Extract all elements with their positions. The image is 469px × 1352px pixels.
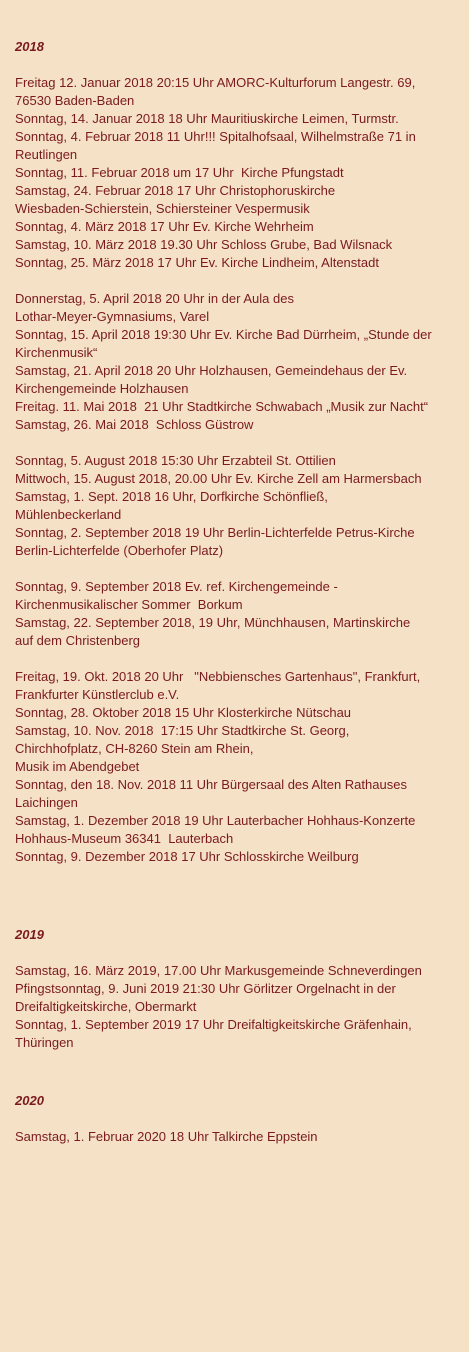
event-line: Samstag, 16. März 2019, 17.00 Uhr Markusgemeinde Schneverdingen bbox=[15, 963, 422, 978]
event-line: Sonntag, 11. Februar 2018 um 17 Uhr Kirche Pfungstadt bbox=[15, 165, 344, 180]
event-group bbox=[15, 962, 455, 1052]
event-line: Sonntag, 4. März 2018 17 Uhr Ev. Kirche Wehrheim bbox=[15, 219, 314, 234]
event-line: Sonntag, 4. Februar 2018 11 Uhr!!! Spitalhofsaal, Wilhelmstraße 71 in bbox=[15, 129, 416, 144]
event-line: Dreifaltigkeitskirche, Obermarkt bbox=[15, 999, 197, 1014]
event-group bbox=[15, 578, 455, 650]
event-line: Sonntag, 25. März 2018 17 Uhr Ev. Kirche Lindheim, Altenstadt bbox=[15, 255, 379, 270]
event-line: Samstag, 26. Mai 2018 Schloss Güstrow bbox=[15, 417, 254, 432]
event-line: Samstag, 1. Sept. 2018 16 Uhr, Dorfkirche Schönfließ, bbox=[15, 489, 328, 504]
event-line: Berlin-Lichterfelde (Oberhofer Platz) bbox=[15, 543, 224, 558]
event-line: Mühlenbeckerland bbox=[15, 507, 122, 522]
event-line: Kirchenmusikalischer Sommer Borkum bbox=[15, 597, 243, 612]
event-line: Samstag, 10. Nov. 2018 17:15 Uhr Stadtkirche St. Georg, bbox=[15, 723, 350, 738]
event-line: Lothar-Meyer-Gymnasiums, Varel bbox=[15, 309, 210, 324]
event-group bbox=[15, 1128, 455, 1146]
event-line: Chirchhofplatz, CH-8260 Stein am Rhein, bbox=[15, 741, 254, 756]
year-heading: 2020 bbox=[15, 1093, 44, 1108]
event-line: Sonntag, 2. September 2018 19 Uhr Berlin-Lichterfelde Petrus-Kirche bbox=[15, 525, 415, 540]
event-line: Musik im Abendgebet bbox=[15, 759, 140, 774]
event-line: Laichingen bbox=[15, 795, 78, 810]
year-section-2020 bbox=[15, 1092, 455, 1146]
event-line: Donnerstag, 5. April 2018 20 Uhr in der Aula des bbox=[15, 291, 294, 306]
event-line: Mittwoch, 15. August 2018, 20.00 Uhr Ev. Kirche Zell am Harmersbach bbox=[15, 471, 422, 486]
concert-list bbox=[15, 38, 455, 1146]
event-line: Freitag 12. Januar 2018 20:15 Uhr AMORC-Kulturforum Langestr. 69, bbox=[15, 75, 416, 90]
event-group bbox=[15, 452, 455, 560]
event-line: Sonntag, 9. September 2018 Ev. ref. Kirchengemeinde - bbox=[15, 579, 338, 594]
event-group bbox=[15, 74, 455, 272]
event-line: Kirchengemeinde Holzhausen bbox=[15, 381, 189, 396]
event-line: auf dem Christenberg bbox=[15, 633, 141, 648]
event-line: Samstag, 22. September 2018, 19 Uhr, Münchhausen, Martinskirche bbox=[15, 615, 411, 630]
event-line: Samstag, 1. Dezember 2018 19 Uhr Lauterbacher Hohhaus-Konzerte bbox=[15, 813, 416, 828]
event-line: Sonntag, 15. April 2018 19:30 Uhr Ev. Kirche Bad Dürrheim, „Stunde der bbox=[15, 327, 432, 342]
year-heading: 2019 bbox=[15, 927, 44, 942]
event-line: Sonntag, 9. Dezember 2018 17 Uhr Schlosskirche Weilburg bbox=[15, 849, 359, 864]
event-line: Wiesbaden-Schierstein, Schiersteiner Vespermusik bbox=[15, 201, 310, 216]
event-line: Sonntag, 5. August 2018 15:30 Uhr Erzabteil St. Ottilien bbox=[15, 453, 336, 468]
event-group bbox=[15, 290, 455, 434]
event-line: Sonntag, den 18. Nov. 2018 11 Uhr Bürgersaal des Alten Rathauses bbox=[15, 777, 407, 792]
year-section-2018 bbox=[15, 38, 455, 866]
year-section-2019 bbox=[15, 926, 455, 1052]
year-heading: 2018 bbox=[15, 39, 44, 54]
event-line: Sonntag, 28. Oktober 2018 15 Uhr Klosterkirche Nütschau bbox=[15, 705, 352, 720]
event-line: Freitag. 11. Mai 2018 21 Uhr Stadtkirche Schwabach „Musik zur Nacht“ bbox=[15, 399, 429, 414]
event-group bbox=[15, 668, 455, 866]
event-line: Hohhaus-Museum 36341 Lauterbach bbox=[15, 831, 234, 846]
event-line: Reutlingen bbox=[15, 147, 78, 162]
event-line: Samstag, 21. April 2018 20 Uhr Holzhausen, Gemeindehaus der Ev. bbox=[15, 363, 408, 378]
event-line: Samstag, 1. Februar 2020 18 Uhr Talkirche Eppstein bbox=[15, 1129, 318, 1144]
event-line: Thüringen bbox=[15, 1035, 74, 1050]
event-line: Samstag, 24. Februar 2018 17 Uhr Christophoruskirche bbox=[15, 183, 336, 198]
event-line: Freitag, 19. Okt. 2018 20 Uhr "Nebbiensches Gartenhaus", Frankfurt, bbox=[15, 669, 421, 684]
event-line: Sonntag, 1. September 2019 17 Uhr Dreifaltigkeitskirche Gräfenhain, bbox=[15, 1017, 412, 1032]
event-line: 76530 Baden-Baden bbox=[15, 93, 135, 108]
event-line: Frankfurter Künstlerclub e.V. bbox=[15, 687, 180, 702]
event-line: Pfingstsonntag, 9. Juni 2019 21:30 Uhr Görlitzer Orgelnacht in der bbox=[15, 981, 396, 996]
event-line: Sonntag, 14. Januar 2018 18 Uhr Mauritiuskirche Leimen, Turmstr. bbox=[15, 111, 399, 126]
event-line: Kirchenmusik“ bbox=[15, 345, 98, 360]
event-line: Samstag, 10. März 2018 19.30 Uhr Schloss Grube, Bad Wilsnack bbox=[15, 237, 393, 252]
